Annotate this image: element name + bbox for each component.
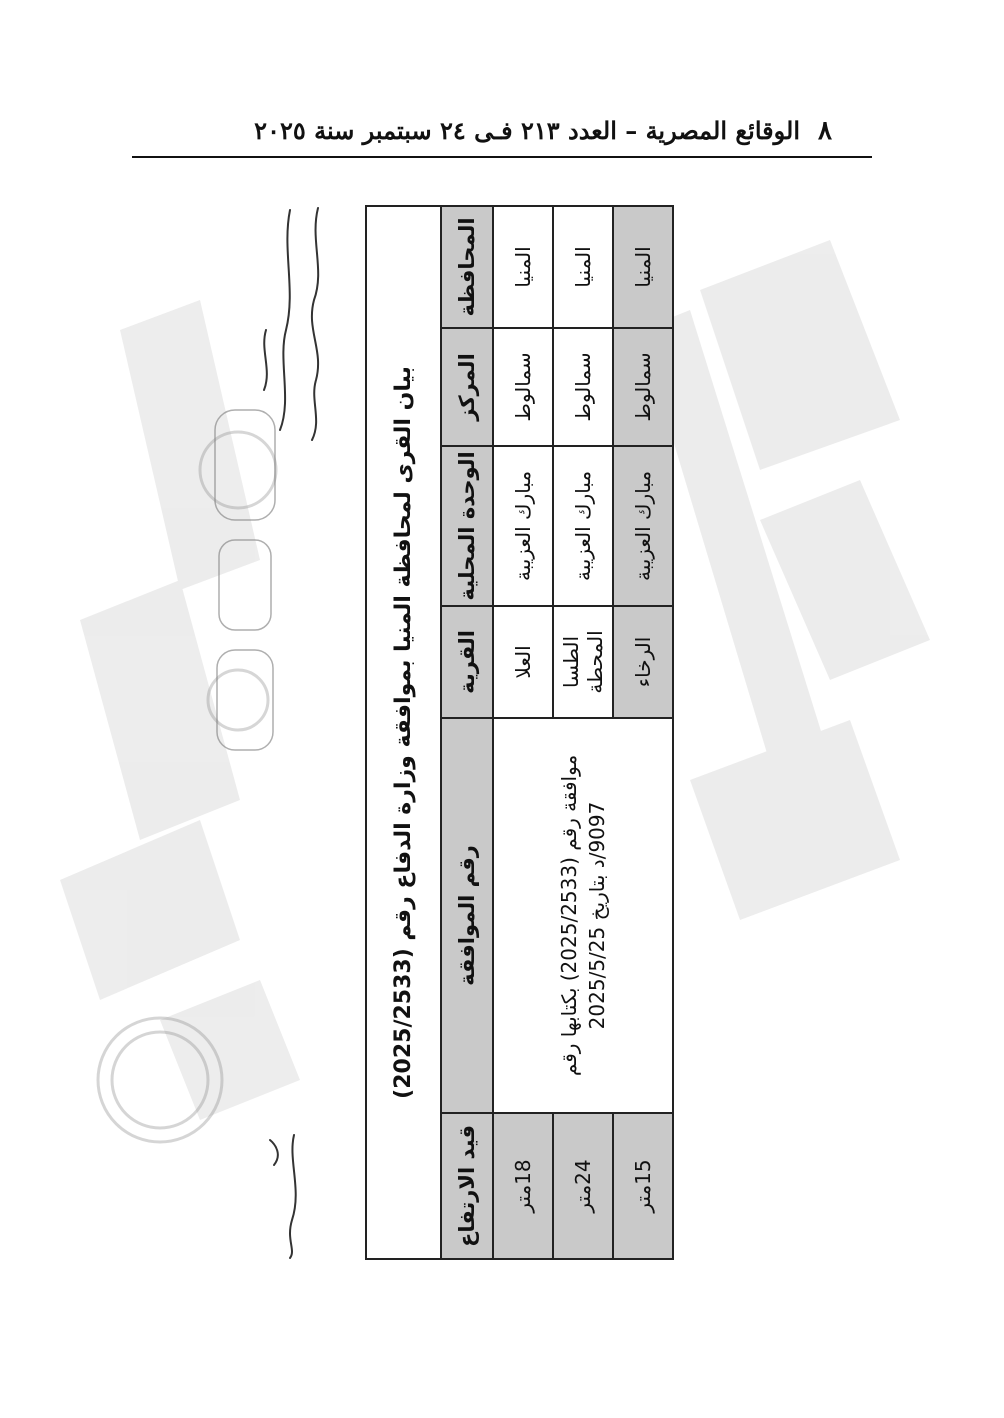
header-district: المركز — [441, 328, 493, 446]
cell-governorate: المنيا — [613, 206, 673, 328]
header-governorate: المحافظة — [441, 206, 493, 328]
handwritten-signature — [230, 200, 340, 1260]
cell-local-unit: مبارك العزيبة — [493, 446, 553, 606]
page-number: ٨ — [818, 116, 832, 146]
cell-village: الرخاء — [613, 606, 673, 718]
header-approval-number: رقم الموافقة — [441, 718, 493, 1113]
cell-district: سمالوط — [553, 328, 613, 446]
cell-governorate: المنيا — [553, 206, 613, 328]
approval-text-line1: موافقة رقم (2025/2533) بكتابها رقم — [557, 754, 581, 1077]
header-height-limit: قيد الارتفاع — [441, 1113, 493, 1259]
header-divider — [132, 156, 872, 158]
cell-height-limit: 18متر — [493, 1113, 553, 1259]
cell-height-limit: 24متر — [553, 1113, 613, 1259]
table-row — [493, 206, 553, 1259]
cell-approval-number — [493, 718, 673, 1113]
cell-district: سمالوط — [493, 328, 553, 446]
cell-village: الطسا المحطة — [553, 606, 613, 718]
table-caption-row — [366, 206, 441, 1259]
cell-height-limit: 15متر — [613, 1113, 673, 1259]
cell-village: العلا — [493, 606, 553, 718]
official-stamp — [205, 400, 285, 760]
villages-table-rotated — [365, 207, 664, 1260]
approval-text-line2: 9097/د بتاريخ 2025/5/25 — [585, 801, 609, 1030]
cell-local-unit: مبارك العزيبة — [553, 446, 613, 606]
header-village: القرية — [441, 606, 493, 718]
cell-governorate: المنيا — [493, 206, 553, 328]
cell-district: سمالوط — [613, 328, 673, 446]
villages-table — [365, 205, 674, 1260]
header-local-unit: الوحدة المحلية — [441, 446, 493, 606]
table-header-row — [441, 206, 493, 1259]
table-caption: بيان القرى لمحافظة المنيا بموافقة وزارة الدفاع رقم (2025/2533) — [366, 206, 441, 1259]
cell-local-unit: مبارك العزيبة — [613, 446, 673, 606]
page-header-title: الوقائع المصرية – العدد ٢١٣ فـى ٢٤ سبتمبر سنة ٢٠٢٥ — [254, 116, 800, 145]
